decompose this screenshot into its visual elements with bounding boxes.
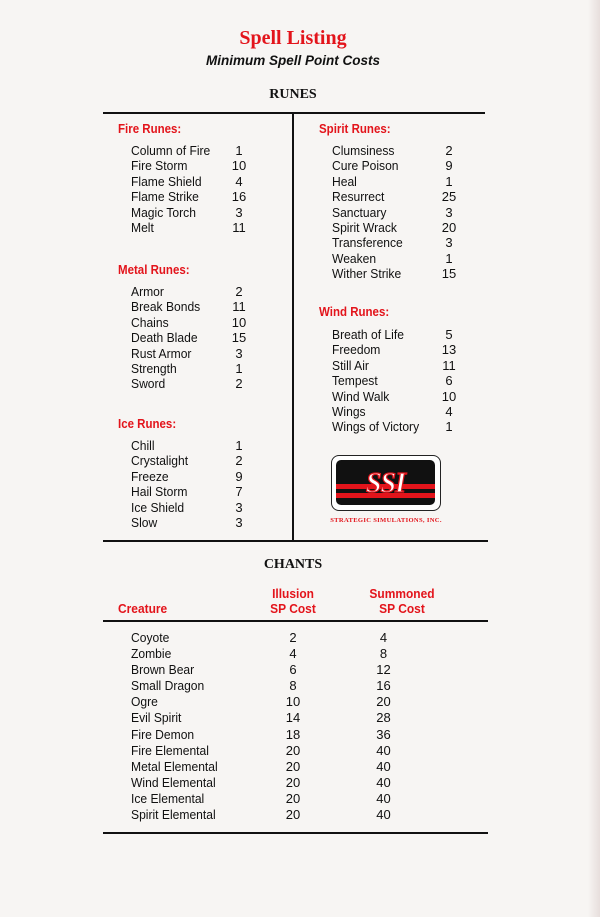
spell-cost: 10	[441, 388, 457, 404]
metal-runes-group	[118, 263, 253, 392]
spell-row	[131, 376, 253, 391]
summoned-cost: 12	[376, 662, 391, 678]
spell-list	[131, 143, 253, 235]
spell-cost: 11	[442, 357, 456, 373]
summoned-header-line1: Summoned	[369, 586, 435, 601]
spell-name: Breath of Life	[332, 327, 404, 342]
creature-name: Wind Elemental	[131, 774, 216, 790]
spell-cost: 5	[445, 327, 453, 342]
ssi-logo	[331, 455, 441, 511]
spell-cost: 3	[235, 345, 243, 361]
illusion-cost: 14	[285, 710, 301, 726]
illusion-cost: 6	[289, 662, 297, 678]
chants-header-rule	[103, 620, 488, 622]
spell-cost: 6	[445, 373, 453, 389]
group-title: Metal Runes:	[118, 263, 190, 277]
logo-caption: STRATEGIC SIMULATIONS, INC.	[330, 517, 442, 524]
spell-name: Still Air	[332, 357, 369, 373]
spirit-runes-group	[319, 122, 462, 282]
creature-name: Coyote	[131, 630, 170, 645]
illusion-cost: 20	[285, 774, 301, 790]
spell-row	[332, 342, 462, 357]
table-row	[131, 694, 461, 710]
spell-cost: 1	[235, 360, 243, 376]
spell-row	[131, 453, 253, 468]
spell-row	[332, 220, 462, 235]
spell-row	[332, 327, 462, 342]
spell-row	[131, 299, 253, 314]
spell-name: Clumsiness	[332, 143, 395, 158]
runes-bottom-rule	[103, 540, 488, 542]
spell-row	[332, 419, 462, 434]
spell-name: Armor	[131, 284, 164, 299]
spell-cost: 15	[231, 330, 247, 346]
spell-list	[131, 438, 253, 530]
spell-row	[131, 438, 253, 453]
runes-top-rule	[103, 112, 485, 114]
spell-cost: 25	[441, 189, 457, 205]
spell-row	[131, 205, 253, 220]
spell-cost: 10	[231, 314, 247, 330]
runes-heading: RUNES	[269, 87, 317, 102]
illusion-cost: 20	[285, 807, 301, 823]
chants-bottom-rule	[103, 832, 488, 834]
illusion-cost: 20	[285, 758, 301, 774]
creature-name: Metal Elemental	[131, 758, 218, 774]
illusion-cost: 8	[289, 678, 297, 694]
spell-row	[332, 158, 462, 173]
logo-letters: SSI	[365, 468, 406, 499]
table-row	[131, 630, 461, 646]
chants-heading: CHANTS	[263, 557, 323, 572]
summoned-cost: 40	[376, 807, 391, 823]
creature-name: Ogre	[131, 694, 158, 710]
spell-cost: 3	[445, 235, 453, 251]
illusion-cost: 20	[285, 790, 301, 806]
spell-name: Weaken	[332, 250, 377, 266]
spell-cost: 2	[445, 143, 453, 158]
spell-name: Wither Strike	[332, 266, 402, 282]
spell-name: Spirit Wrack	[332, 219, 397, 235]
spell-row	[131, 346, 253, 361]
spell-cost: 1	[445, 173, 453, 189]
spell-name: Wings of Victory	[332, 419, 420, 435]
spell-name: Freeze	[131, 468, 169, 484]
spell-row	[332, 174, 462, 189]
creature-name: Zombie	[131, 646, 172, 662]
spell-cost: 7	[235, 484, 243, 500]
summoned-cost: 40	[376, 742, 391, 758]
spell-cost: 2	[235, 376, 243, 392]
summoned-cost: 40	[376, 758, 391, 774]
spell-cost: 16	[231, 189, 247, 205]
group-title: Fire Runes:	[118, 122, 182, 136]
spell-row	[131, 330, 253, 345]
spell-row	[332, 389, 462, 404]
illusion-cost: 20	[285, 742, 301, 758]
creature-name: Spirit Elemental	[131, 807, 216, 823]
spell-row	[131, 284, 253, 299]
spell-row	[332, 189, 462, 204]
spell-cost: 11	[232, 299, 246, 315]
summoned-cost: 8	[379, 646, 388, 662]
spell-cost: 4	[445, 403, 453, 419]
spell-cost: 1	[235, 143, 243, 158]
table-row	[131, 743, 461, 759]
spell-cost: 13	[441, 342, 457, 358]
ssi-logo-graphic	[336, 460, 435, 505]
spell-name: Crystalight	[131, 453, 189, 469]
creature-name: Fire Elemental	[131, 742, 209, 758]
spell-name: Flame Strike	[131, 189, 199, 205]
spell-name: Chains	[131, 314, 169, 330]
spell-row	[332, 235, 462, 250]
table-row	[131, 646, 461, 662]
illusion-cost: 18	[285, 726, 301, 742]
spell-cost: 10	[231, 158, 247, 174]
illusion-header	[259, 586, 327, 616]
group-title: Ice Runes:	[118, 417, 177, 431]
spell-cost: 2	[235, 453, 243, 469]
spell-cost: 3	[235, 499, 243, 515]
spell-row	[332, 205, 462, 220]
summoned-cost: 16	[376, 678, 391, 694]
spell-list	[332, 327, 462, 435]
group-title: Spirit Runes:	[319, 122, 391, 136]
ice-runes-group	[118, 417, 253, 530]
summoned-header	[362, 586, 443, 616]
creature-name: Ice Elemental	[131, 790, 205, 806]
spell-name: Melt	[131, 219, 154, 235]
table-row	[131, 662, 461, 678]
table-row	[131, 807, 461, 823]
fire-runes-group	[118, 122, 253, 235]
creature-name: Brown Bear	[131, 662, 195, 678]
chants-table	[131, 630, 461, 823]
wind-runes-group	[319, 305, 462, 435]
page-title: Spell Listing	[239, 27, 347, 49]
spell-name: Fire Storm	[131, 158, 188, 174]
spell-row	[131, 315, 253, 330]
spell-list	[332, 143, 462, 282]
summoned-cost: 40	[376, 790, 391, 806]
spell-row	[332, 358, 462, 373]
spell-row	[332, 251, 462, 266]
spell-name: Hail Storm	[131, 484, 188, 500]
illusion-header-line1: Illusion	[272, 586, 314, 601]
spell-row	[332, 143, 462, 158]
creature-name: Evil Spirit	[131, 710, 182, 726]
summoned-header-line2: SP Cost	[379, 601, 425, 616]
spell-name: Tempest	[332, 373, 378, 389]
spell-row	[131, 174, 253, 189]
spell-name: Cure Poison	[332, 158, 399, 174]
spell-cost: 1	[235, 438, 243, 453]
runes-column-divider	[292, 112, 294, 540]
spell-name: Slow	[131, 514, 158, 530]
illusion-cost: 10	[285, 694, 301, 710]
spell-name: Ice Shield	[131, 499, 185, 515]
creature-name: Fire Demon	[131, 726, 195, 742]
spell-name: Column of Fire	[131, 143, 211, 158]
spell-cost: 9	[235, 468, 243, 484]
spell-name: Transference	[332, 235, 403, 251]
spell-row	[131, 469, 253, 484]
spell-name: Strength	[131, 360, 177, 376]
summoned-cost: 40	[376, 774, 391, 790]
spell-name: Magic Torch	[131, 204, 196, 220]
logo-panel	[336, 460, 435, 505]
table-row	[131, 710, 461, 726]
spell-row	[332, 266, 462, 281]
spell-cost: 15	[441, 266, 457, 282]
table-row	[131, 791, 461, 807]
spell-name: Chill	[131, 438, 155, 453]
creature-header: Creature	[118, 601, 168, 616]
spell-row	[131, 500, 253, 515]
spell-cost: 3	[235, 514, 243, 530]
spell-name: Break Bonds	[131, 299, 201, 315]
table-row	[131, 678, 461, 694]
spell-name: Sanctuary	[332, 204, 387, 220]
spell-list	[131, 284, 253, 392]
summoned-cost: 4	[379, 630, 388, 645]
table-row	[131, 727, 461, 743]
spell-row	[131, 484, 253, 499]
illusion-header-line2: SP Cost	[270, 601, 316, 616]
spell-cost: 2	[235, 284, 243, 299]
spell-name: Sword	[131, 376, 166, 392]
spell-name: Flame Shield	[131, 173, 202, 189]
spell-cost: 4	[235, 173, 243, 189]
spell-row	[332, 373, 462, 388]
spell-name: Heal	[332, 173, 357, 189]
spell-row	[131, 220, 253, 235]
spell-name: Wings	[332, 403, 366, 419]
spell-cost: 1	[445, 419, 453, 435]
spell-name: Wind Walk	[332, 388, 390, 404]
illusion-cost: 4	[289, 646, 297, 662]
spell-name: Resurrect	[332, 189, 385, 205]
summoned-cost: 20	[376, 694, 391, 710]
spell-cost: 11	[232, 219, 246, 235]
summoned-cost: 28	[376, 710, 391, 726]
spell-cost: 9	[445, 158, 453, 174]
spell-row	[131, 189, 253, 204]
spell-cost: 3	[235, 204, 243, 220]
page-edge-shadow	[588, 0, 600, 917]
spell-name: Death Blade	[131, 330, 198, 346]
spell-row	[131, 158, 253, 173]
spell-row	[131, 143, 253, 158]
page-subtitle: Minimum Spell Point Costs	[205, 53, 380, 68]
table-row	[131, 775, 461, 791]
spell-cost: 1	[445, 250, 453, 266]
summoned-cost: 36	[376, 726, 391, 742]
table-row	[131, 759, 461, 775]
illusion-cost: 2	[289, 630, 297, 645]
spell-row	[131, 361, 253, 376]
spell-row	[332, 404, 462, 419]
spell-cost: 20	[441, 219, 457, 235]
spell-cost: 3	[445, 204, 453, 220]
spell-name: Freedom	[332, 342, 381, 358]
group-title: Wind Runes:	[319, 305, 390, 319]
creature-name: Small Dragon	[131, 678, 205, 694]
spell-name: Rust Armor	[131, 345, 192, 361]
spell-row	[131, 515, 253, 530]
